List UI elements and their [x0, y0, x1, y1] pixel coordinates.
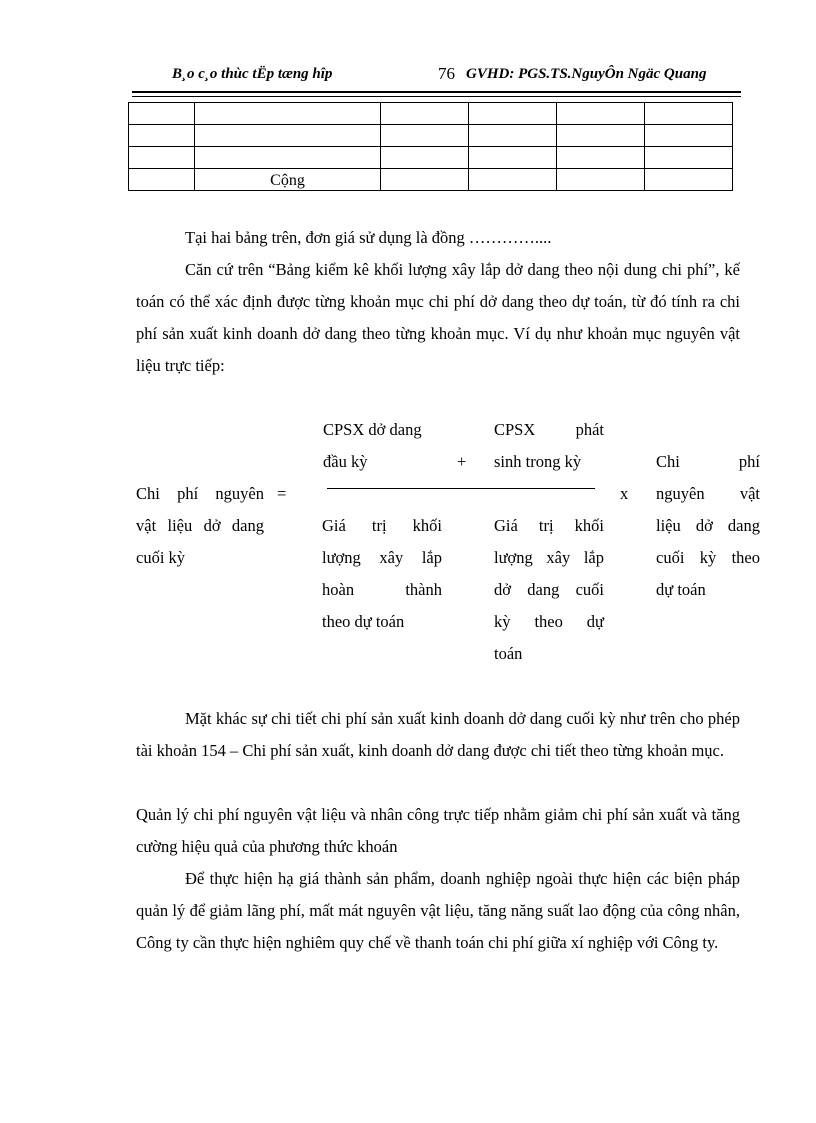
- table-cell: [469, 169, 557, 191]
- table-row: [129, 103, 733, 125]
- cost-table: [128, 102, 733, 191]
- table-row: [129, 147, 733, 169]
- table-cell: [557, 169, 645, 191]
- table-cell: [645, 147, 733, 169]
- formula-text: cuối kỳ theo: [656, 548, 760, 567]
- table-cell: [129, 125, 195, 147]
- formula-text: đầu kỳ: [323, 452, 368, 471]
- paragraph-cost-reduction: Để thực hiện hạ giá thành sản phẩm, doanh nghiệp ngoài thực hiện các biện pháp quản lý để giảm lãng phí, mất mát nguyên vật liệu, tăng năng suất lao động của công nhân, Công ty cần thực hiện nghiêm quy chế về thanh toán chi phí giữa xí nghiệp với Công ty.: [136, 869, 740, 952]
- formula-text: Giá trị khối: [322, 516, 442, 535]
- paragraph-inventory-basis: Căn cứ trên “Bảng kiểm kê khối lượng xây lắp dở dang theo nội dung chi phí”, kế toán có thể xác định được từng khoản mục chi phí dở dang theo dự toán, từ đó tính ra chi phí sản xuất kinh doanh dở dang theo từng khoản mục. Ví dụ như khoản mục nguyên vật liệu trực tiếp:: [136, 260, 740, 375]
- table-cell: [381, 103, 469, 125]
- table-cell: [129, 169, 195, 191]
- lhs-line1: Chi phí nguyên: [136, 484, 264, 503]
- table-cell: [195, 103, 381, 125]
- header-supervisor: GVHD: PGS.TS.NguyÔn Ngäc Quang: [466, 66, 707, 82]
- lhs-line3: cuối kỳ: [136, 548, 186, 567]
- formula-text: liệu dở dang: [656, 516, 760, 535]
- formula-text: lượng xây lắp: [322, 548, 442, 567]
- table-cell: [557, 147, 645, 169]
- formula-text: kỳ theo dự: [494, 612, 604, 631]
- denominator-completed-line4: theo dự toán: [322, 612, 405, 631]
- plus-sign: +: [457, 452, 467, 471]
- numerator-opening-wip: [323, 414, 422, 478]
- header-rule-thick: [132, 91, 741, 93]
- numerator-period-cost: [494, 414, 604, 446]
- denominator-wip-line5: toán: [494, 644, 523, 663]
- table-cell: [195, 147, 381, 169]
- table-cell: [381, 125, 469, 147]
- table-cell: [381, 147, 469, 169]
- denominator-completed-volume: [322, 510, 442, 606]
- table-cell: [469, 147, 557, 169]
- paragraph-cost-management: Quản lý chi phí nguyên vật liệu và nhân công trực tiếp nhằm giảm chi phí sản xuất và tăng cường hiệu quả của phương thức khoán: [136, 805, 740, 856]
- paragraph-unit-price: Tại hai bảng trên, đơn giá sử dụng là đồng …………....: [185, 228, 552, 247]
- formula-text: dở dang cuối: [494, 580, 604, 599]
- rhs-estimate: [656, 446, 760, 574]
- denominator-wip-volume: [494, 510, 604, 638]
- formula-text: hoàn thành: [322, 580, 442, 599]
- page-header: [130, 66, 742, 90]
- rhs-line5: dự toán: [656, 580, 706, 599]
- header-rule-thin: [132, 96, 741, 97]
- table-total-row: [129, 169, 733, 191]
- table-row: [129, 125, 733, 147]
- table-cell: [129, 147, 195, 169]
- table-cell: [645, 103, 733, 125]
- numerator-period-cost-line2: sinh trong kỳ: [494, 452, 582, 471]
- formula-text: Chi phí: [656, 452, 760, 471]
- fraction-bar: [327, 488, 595, 489]
- table-cell: [381, 169, 469, 191]
- table-cell: [195, 125, 381, 147]
- table-cell: [557, 125, 645, 147]
- header-report-title: B¸o c¸o thùc tËp tæng hîp: [172, 66, 333, 82]
- table-cell: [469, 125, 557, 147]
- formula-text: nguyên vật: [656, 484, 760, 503]
- table-cell: [645, 169, 733, 191]
- equals-sign: =: [277, 484, 287, 503]
- lhs-line2: vật liệu dở dang: [136, 516, 264, 535]
- table-total-label: Cộng: [195, 169, 381, 191]
- table-cell: [129, 103, 195, 125]
- formula-text: CPSX phát: [494, 420, 604, 439]
- table-cell: [557, 103, 645, 125]
- formula-text: CPSX dở dang: [323, 420, 422, 439]
- page-number: 76: [438, 64, 455, 83]
- paragraph-account-154: Mặt khác sự chi tiết chi phí sản xuất kinh doanh dở dang cuối kỳ như trên cho phép tài khoản 154 – Chi phí sản xuất, kinh doanh dở dang được chi tiết theo từng khoản mục.: [136, 709, 740, 760]
- table-cell: [469, 103, 557, 125]
- table-cell: [645, 125, 733, 147]
- formula-text: Giá trị khối: [494, 516, 604, 535]
- times-sign: x: [620, 484, 629, 503]
- formula-text: lượng xây lắp: [494, 548, 604, 567]
